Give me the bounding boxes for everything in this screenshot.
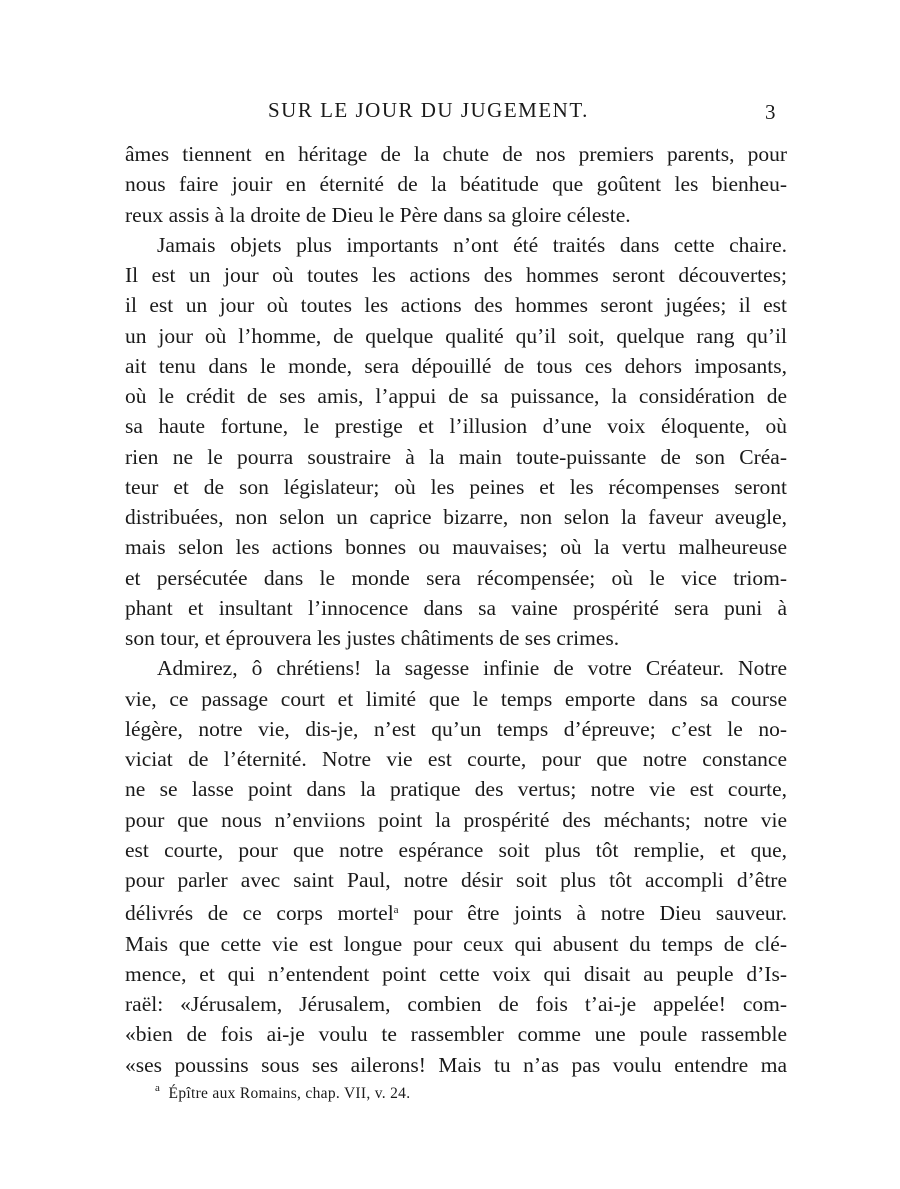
text-line: il est un jour où toutes les actions des hommes seront jugées; il est [125,293,787,318]
text-line: raël: «Jérusalem, Jérusalem, combien de fois t’ai-je appelée! com- [125,992,787,1016]
page-number: 3 [765,100,776,124]
text-line: sa haute fortune, le prestige et l’illusion d’une voix éloquente, où [125,414,787,439]
footnote-text: Épître aux Romains, chap. VII, v. 24. [168,1085,411,1102]
text-line: ne se lasse point dans la pratique des vertus; notre vie est courte, [125,777,787,802]
text-line: rien ne le pourra soustraire à la main toute-puissante de son Créa- [125,444,787,469]
text-line: teur et de son législateur; où les peines et les récompenses seront [125,474,787,499]
text-line: légère, notre vie, dis-je, n’est qu’un temps d’épreuve; c’est le no- [125,716,787,741]
footnote [155,1082,410,1103]
text-line: nous faire jouir en éternité de la béatitude que goûtent les bienheu- [125,172,787,197]
running-title: SUR LE JOUR DU JUGEMENT. [268,98,589,122]
text-line: Jamais objets plus importants n’ont été traités dans cette chaire. [157,232,787,257]
text-line: où le crédit de ses amis, l’appui de sa puissance, la considération de [125,384,787,408]
text-line-with-note [125,895,787,928]
text-line: âmes tiennent en héritage de la chute de nos premiers parents, pour [125,142,787,166]
text-line: mais selon les actions bonnes ou mauvaises; où la vertu malheureuse [125,535,787,560]
text-line: «ses poussins sous ses ailerons! Mais tu n’as pas voulu entendre ma [125,1052,787,1077]
text-line: Mais que cette vie est longue pour ceux qui abusent du temps de clé- [125,931,787,956]
text-line: son tour, et éprouvera les justes châtiments de ses crimes. [125,626,620,650]
text-line: phant et insultant l’innocence dans sa vaine prospérité sera puni à [125,595,787,620]
text-line: reux assis à la droite de Dieu le Père dans sa gloire céleste. [125,202,631,227]
text-fragment: délivrés de ce corps mortel [125,901,394,926]
text-line: vie, ce passage court et limité que le temps emporte dans sa course [125,686,787,711]
text-line: Il est un jour où toutes les actions des hommes seront découvertes; [125,263,787,287]
text-line: mence, et qui n’entendent point cette voix qui disait au peuple d’Is- [125,961,787,986]
text-line: un jour où l’homme, de quelque qualité qu’il soit, quelque rang qu’il [125,323,787,348]
footnote-reference: a [393,904,399,917]
text-line: et persécutée dans le monde sera récompensée; où le vice triom- [125,565,787,590]
text-line: ait tenu dans le monde, sera dépouillé de tous ces dehors imposants, [125,353,787,378]
text-line: viciat de l’éternité. Notre vie est courte, pour que notre constance [125,747,787,771]
text-fragment: pour être joints à notre Dieu sauveur. [398,901,787,926]
body-text [125,139,787,1080]
footnote-marker: a [155,1082,161,1094]
text-line: pour que nous n’enviions point la prospérité des méchants; notre vie [125,807,787,832]
text-line: pour parler avec saint Paul, notre désir soit plus tôt accompli d’être [125,868,787,892]
text-line: Admirez, ô chrétiens! la sagesse infinie de votre Créateur. Notre [157,656,787,681]
text-line: «bien de fois ai-je voulu te rassembler comme une poule rassemble [125,1022,787,1047]
text-line: distribuées, non selon un caprice bizarre, non selon la faveur aveugle, [125,505,787,529]
text-line: est courte, pour que notre espérance soit plus tôt remplie, et que, [125,837,787,862]
